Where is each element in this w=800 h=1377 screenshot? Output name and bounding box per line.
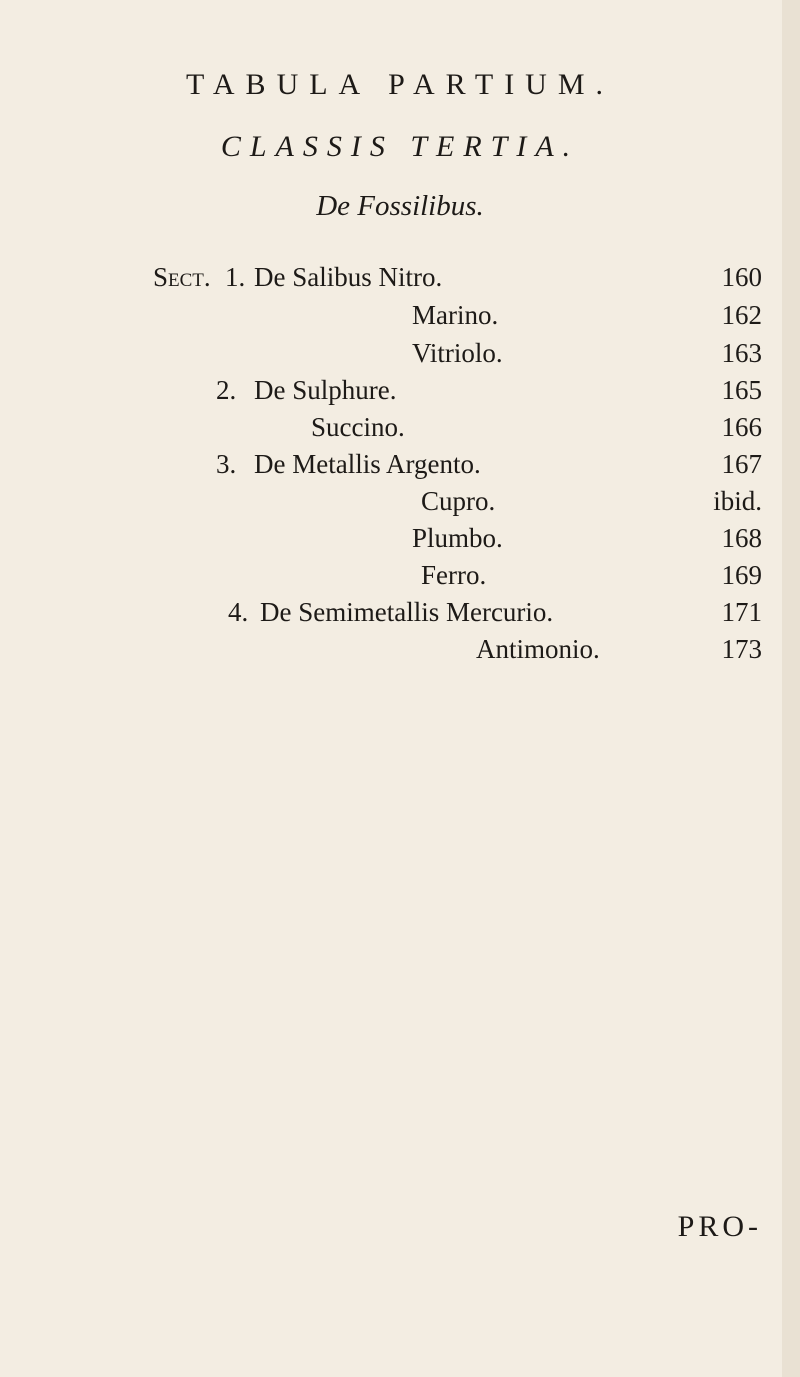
toc-entry-page: 168 — [721, 523, 762, 553]
toc-entry-text: De Metallis Argento. — [254, 449, 481, 479]
toc-entry-text: De Semimetallis Mercurio. — [260, 597, 554, 627]
toc-entry-page: 165 — [721, 375, 762, 405]
toc-entry-text: Ferro. — [421, 560, 487, 590]
toc-entry-page: 166 — [721, 412, 762, 442]
section-number: 1. — [225, 262, 246, 292]
toc-entry-page: 173 — [721, 634, 762, 664]
toc-entry-page: ibid. — [713, 486, 762, 516]
toc-entry-text: Cupro. — [421, 486, 496, 516]
toc-entry-page: 171 — [721, 597, 762, 627]
class-heading: CLASSIS TERTIA. — [220, 130, 580, 163]
toc-entry-text: Plumbo. — [412, 523, 503, 553]
section-subtitle: De Fossilibus. — [316, 190, 484, 222]
toc-entry-page: 169 — [721, 560, 762, 590]
toc-entry-page: 162 — [721, 300, 762, 330]
section-number: 4. — [228, 597, 249, 627]
page-title: TABULA PARTIUM. — [185, 68, 615, 101]
toc-entry-text: Succino. — [311, 412, 405, 442]
toc-entry-page: 163 — [721, 338, 762, 368]
sect-label: Sect. — [153, 262, 211, 292]
toc-entry-text: De Sulphure. — [254, 375, 397, 405]
catchword: PRO- — [677, 1210, 762, 1243]
toc-entry-text: Antimonio. — [476, 634, 600, 664]
section-number: 2. — [216, 375, 237, 405]
toc-entry-text: Marino. — [412, 300, 499, 330]
toc-entry-text: Vitriolo. — [412, 338, 503, 368]
toc-entry-page: 160 — [721, 262, 762, 292]
toc-entry-page: 167 — [721, 449, 762, 479]
section-number: 3. — [216, 449, 237, 479]
toc-entry-text: De Salibus Nitro. — [254, 262, 443, 292]
